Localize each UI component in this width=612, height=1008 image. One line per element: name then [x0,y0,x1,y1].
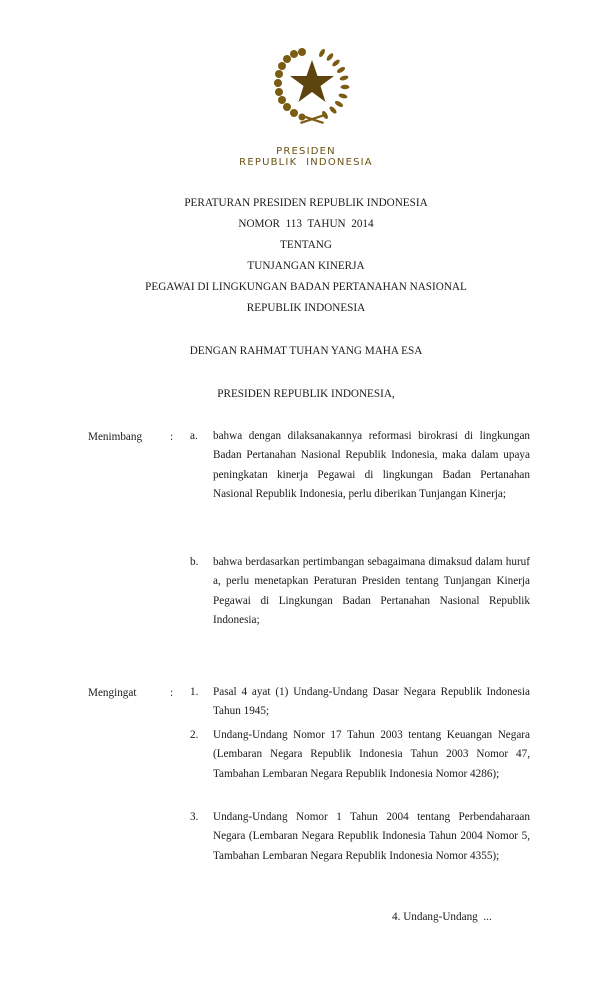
item-number: 2. [190,729,199,741]
regulation-tentang: TENTANG [280,239,332,251]
regulation-subject-1: TUNJANGAN KINERJA [247,260,365,272]
letterhead-republik-indonesia: REPUBLIK INDONESIA [239,157,373,168]
preamble-issuer: PRESIDEN REPUBLIK INDONESIA, [217,388,395,400]
mengingat-item-3 [190,808,530,866]
item-text: Undang-Undang Nomor 1 Tahun 2004 tentang Perbendaharaan Negara (Lembaran Negara Republik Indonesia Tahun 2004 Nomor 5, Tambahan Lembaran Negara Republik Indonesia Nomor 4355); [213,811,530,862]
item-number: 1. [190,686,199,698]
menimbang-colon: : [170,431,174,443]
menimbang-item-b [190,553,530,630]
regulation-title: PERATURAN PRESIDEN REPUBLIK INDONESIA [184,197,428,209]
menimbang-label: Menimbang [88,431,143,443]
regulation-subject-3: REPUBLIK INDONESIA [246,302,366,314]
menimbang-item-a [190,427,530,504]
page-continuation: 4. Undang-Undang ... [392,911,492,923]
item-text: bahwa berdasarkan pertimbangan sebagaimana dimaksud dalam huruf a, perlu menetapkan Peraturan Presiden tentang Tunjangan Kinerja Pegawai di Lingkungan Badan Pertanahan Nasional Republik Indonesia; [213,556,530,626]
letterhead-presiden: PRESIDEN [276,146,336,157]
regulation-number: NOMOR 113 TAHUN 2014 [238,218,374,230]
preamble-blessing: DENGAN RAHMAT TUHAN YANG MAHA ESA [189,345,423,357]
item-number: a. [190,430,198,442]
presidential-emblem-icon [272,44,352,124]
item-text: Undang-Undang Nomor 17 Tahun 2003 tentang Keuangan Negara (Lembaran Negara Republik Indonesia Tahun 2003 Nomor 47, Tambahan Lembaran Negara Republik Indonesia Nomor 4286); [213,729,530,780]
mengingat-item-1 [190,683,530,722]
regulation-subject-2: PEGAWAI DI LINGKUNGAN BADAN PERTANAHAN NASIONAL [145,281,467,293]
mengingat-label: Mengingat [88,687,137,699]
item-number: b. [190,556,199,568]
item-text: bahwa dengan dilaksanakannya reformasi birokrasi di lingkungan Badan Pertanahan Nasional Republik Indonesia, maka dalam upaya peningkatan kinerja Pegawai di lingkungan Badan Pertanahan Nasional Republik Indonesia, perlu diberikan Tunjangan Kinerja; [213,430,530,500]
item-number: 3. [190,811,199,823]
mengingat-colon: : [170,687,174,699]
item-text: Pasal 4 ayat (1) Undang-Undang Dasar Negara Republik Indonesia Tahun 1945; [213,686,530,718]
mengingat-item-2 [190,726,530,784]
